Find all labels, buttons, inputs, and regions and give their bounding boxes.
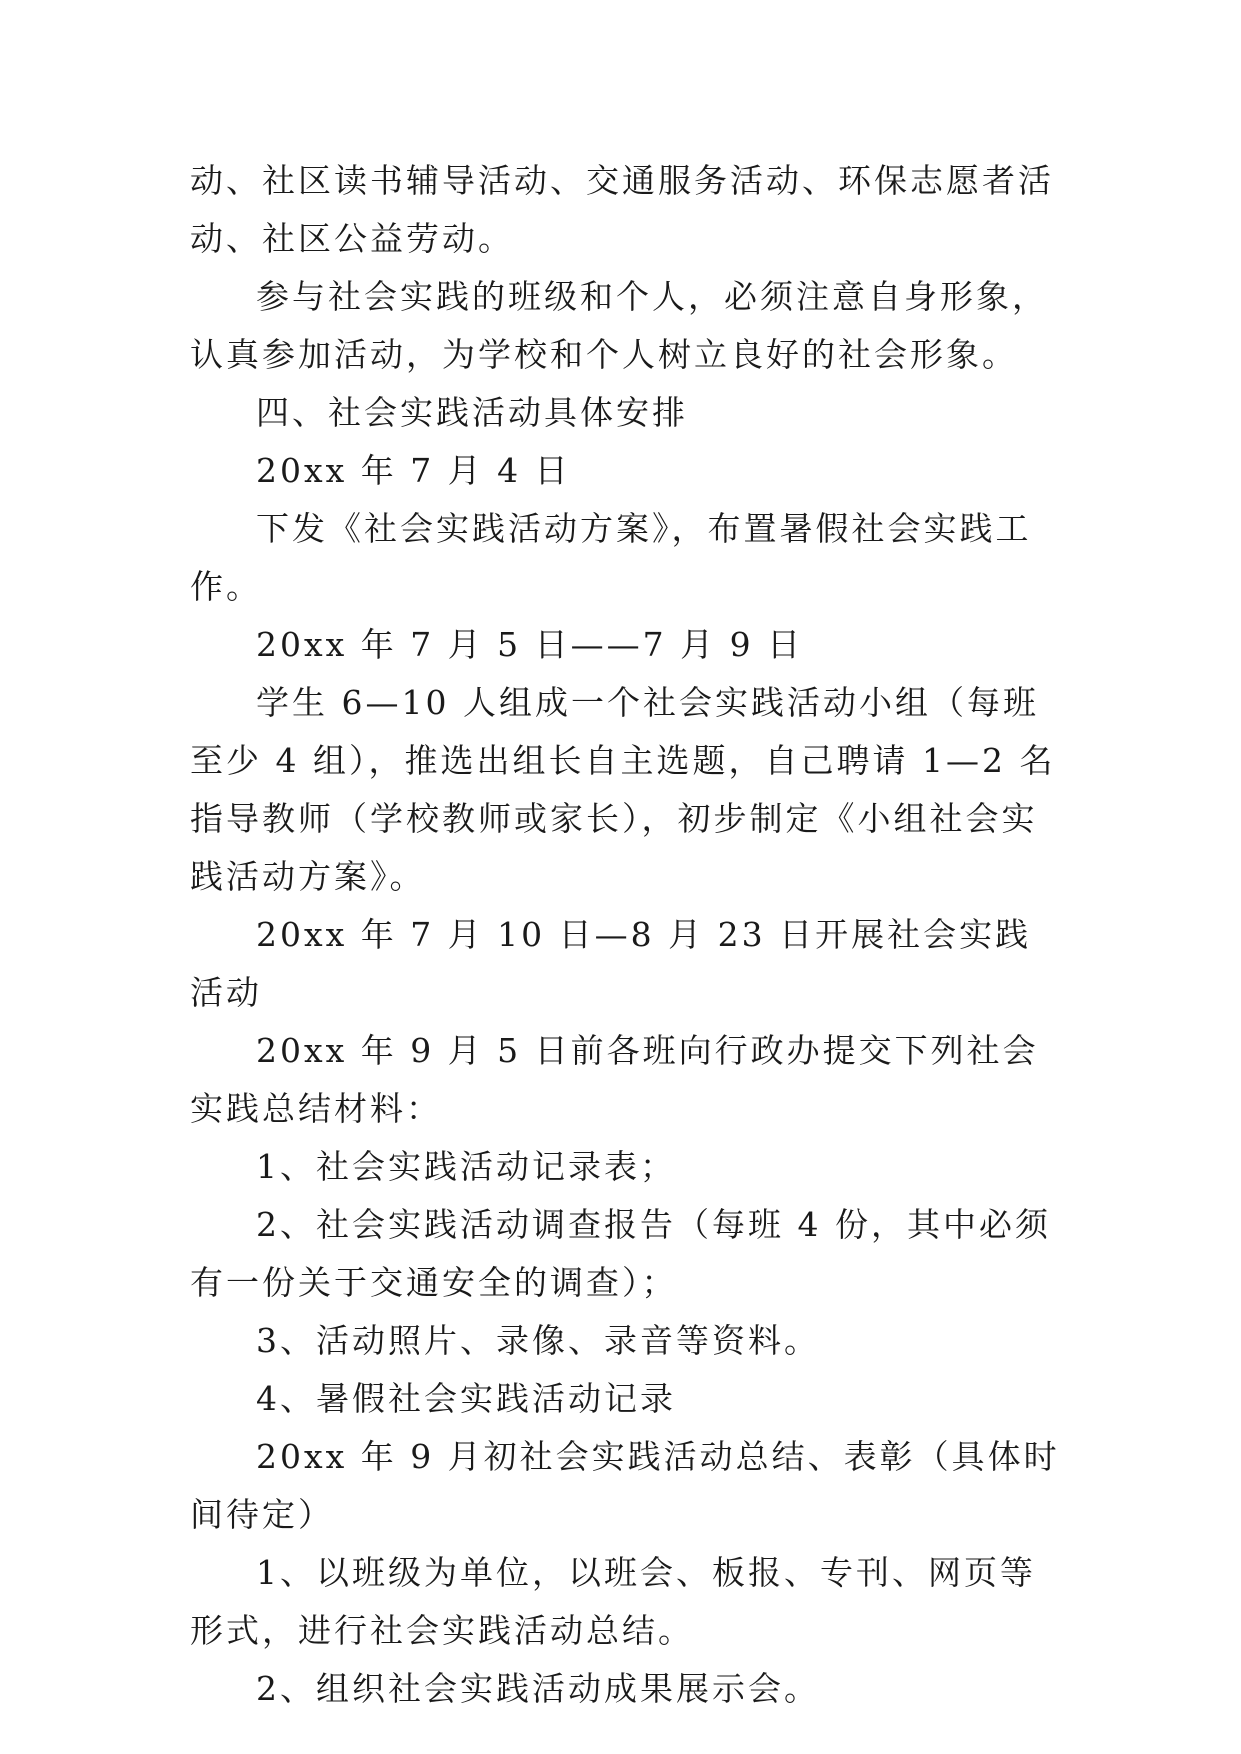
paragraph-summary-date: 20xx 年 9 月初社会实践活动总结、表彰（具体时间待定）: [190, 1437, 1060, 1534]
list-item-4: 4、暑假社会实践活动记录: [256, 1379, 676, 1418]
paragraph-continuation: 动、社区读书辅导活动、交通服务活动、环保志愿者活动、社区公益劳动。: [190, 161, 1054, 258]
date-line-3: 20xx 年 7 月 10 日—8 月 23 日开展社会实践活动: [190, 915, 1032, 1012]
date-line-1: 20xx 年 7 月 4 日: [256, 451, 571, 490]
paragraph-submit-materials: 20xx 年 9 月 5 日前各班向行政办提交下列社会实践总结材料：: [190, 1031, 1039, 1128]
date-line-2: 20xx 年 7 月 5 日——7 月 9 日: [256, 625, 804, 664]
summary-item-2: 2、组织社会实践活动成果展示会。: [256, 1669, 820, 1708]
paragraph-groups: 学生 6—10 人组成一个社会实践活动小组（每班至少 4 组），推选出组长自主选题，自己聘请 1—2 名指导教师（学校教师或家长），初步制定《小组社会实践活动方案》。: [190, 683, 1056, 896]
list-item-1: 1、社会实践活动记录表；: [256, 1147, 676, 1186]
paragraph-participation: 参与社会实践的班级和个人，必须注意自身形象，认真参加活动，为学校和个人树立良好的社会形象。: [190, 277, 1048, 374]
summary-item-1: 1、以班级为单位，以班会、板报、专刊、网页等形式，进行社会实践活动总结。: [190, 1553, 1036, 1650]
paragraph-issue-plan: 下发《社会实践活动方案》，布置暑假社会实践工作。: [190, 509, 1032, 606]
list-item-3: 3、活动照片、录像、录音等资料。: [256, 1321, 820, 1360]
document-body: [190, 152, 1060, 1718]
list-item-2: 2、社会实践活动调查报告（每班 4 份，其中必须有一份关于交通安全的调查）；: [190, 1205, 1051, 1302]
section-heading-arrangement: 四、社会实践活动具体安排: [256, 393, 688, 432]
